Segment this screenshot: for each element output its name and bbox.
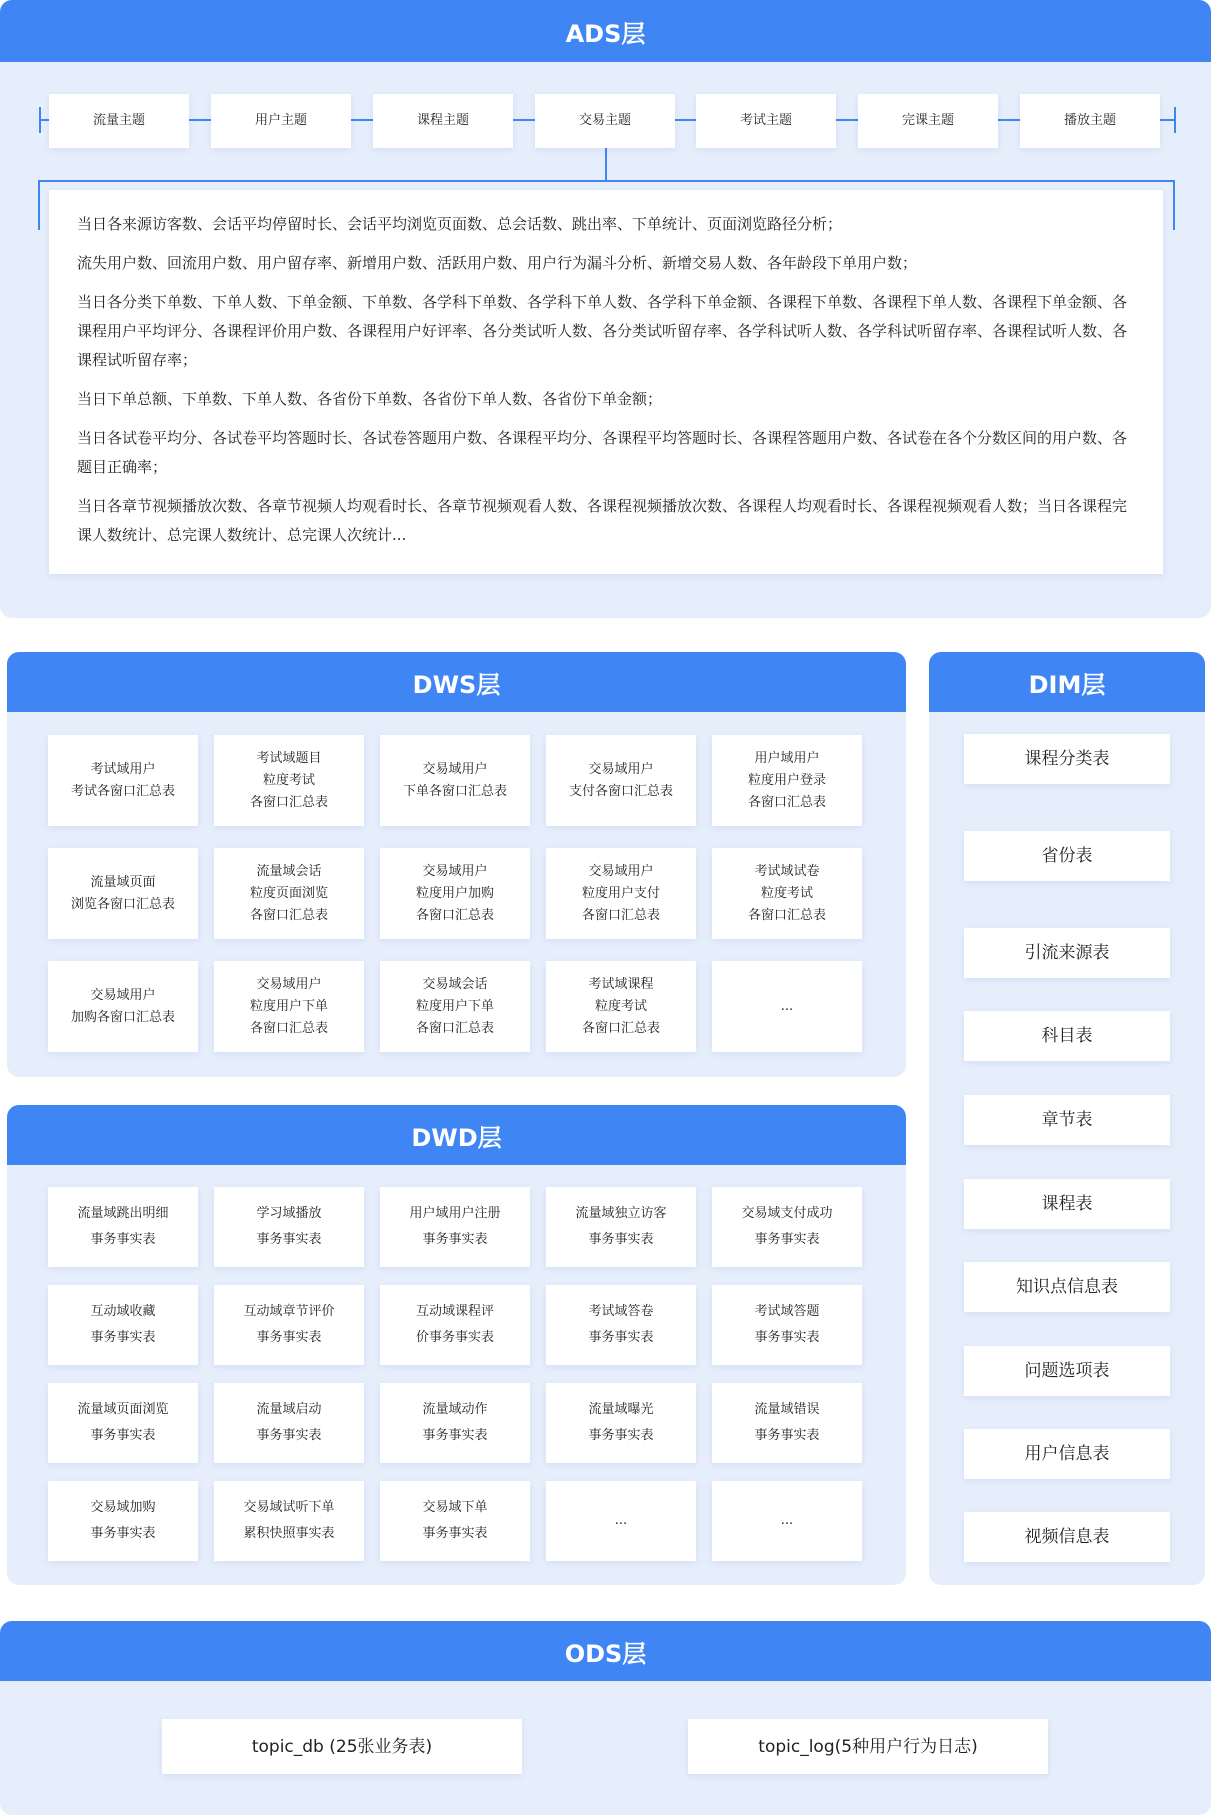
dim-table-card xyxy=(964,1095,1170,1145)
dim-table-label: 用户信息表 xyxy=(1024,1444,1110,1464)
dws-card-line: 粒度页面浏览 xyxy=(249,885,328,901)
dwd-card-line: 流量域曝光 xyxy=(588,1402,654,1417)
dws-card xyxy=(546,961,696,1052)
ads-metric-line: 流失用户数、回流用户数、用户留存率、新增用户数、活跃用户数、用户行为漏斗分析、新增交易人数、各年龄段下单用户数； xyxy=(77,254,918,272)
dws-card-line: 各窗口汇总表 xyxy=(581,1020,660,1036)
dws-card-line: 交易域用户 xyxy=(422,863,488,879)
dws-card-line: 考试域课程 xyxy=(588,976,654,992)
dws-card-line: 流量域会话 xyxy=(256,863,322,879)
dws-card-line: 考试域用户 xyxy=(90,761,156,777)
dwd-card-line: 流量域页面浏览 xyxy=(77,1402,169,1417)
dim-table-card xyxy=(964,1429,1170,1479)
dim-table-label: 省份表 xyxy=(1041,846,1093,866)
dwd-card-line: 流量域跳出明细 xyxy=(77,1206,169,1221)
dwd-card-line: 交易域试听下单 xyxy=(243,1500,335,1515)
dwd-card-line: 事务事实表 xyxy=(90,1330,156,1345)
dws-card-line: 粒度考试 xyxy=(760,885,813,901)
dim-title: DIM层 xyxy=(1028,670,1106,699)
dwd-card xyxy=(546,1481,696,1561)
dws-card xyxy=(712,735,862,826)
dwd-card xyxy=(48,1481,198,1561)
dws-card-line: 流量域页面 xyxy=(90,874,156,890)
ads-metric-line: 当日各分类下单数、下单人数、下单金额、下单数、各学科下单数、各学科下单人数、各学科下单金额、各课程下单数、各课程下单人数、各课程下单金额、各课程用户平均评分、各课程评价用户数、各课程用户好评率、各分类试听人数、各分类试听留存率、各学科试听人数、各学科试听留存率、各课程试听人数、各课程试听留存率； xyxy=(77,293,1128,369)
dwd-card-line: ... xyxy=(780,1513,794,1528)
dws-card-line: 考试各窗口汇总表 xyxy=(70,783,175,799)
dws-card-line: 支付各窗口汇总表 xyxy=(568,783,673,799)
dwd-card xyxy=(48,1383,198,1463)
dim-table-card xyxy=(964,1512,1170,1562)
dws-card-line: 交易域会话 xyxy=(422,976,488,992)
dim-table-card xyxy=(964,1179,1170,1229)
dws-card-line: 考试域题目 xyxy=(256,750,322,766)
dws-card xyxy=(380,848,530,939)
dim-table-label: 章节表 xyxy=(1041,1110,1093,1130)
ads-metrics-box xyxy=(49,190,1163,574)
dws-card-line: 粒度用户登录 xyxy=(747,772,826,788)
dws-card-line: 各窗口汇总表 xyxy=(249,794,328,810)
dwd-card-line: 流量域错误 xyxy=(754,1402,820,1417)
dws-card-line: 粒度用户支付 xyxy=(581,885,660,901)
dwd-card-line: 考试域答卷 xyxy=(588,1304,654,1319)
dim-table-card xyxy=(964,831,1170,881)
dim-table-label: 课程表 xyxy=(1041,1194,1093,1214)
dws-card-line: 交易域用户 xyxy=(90,987,156,1003)
dwd-card-line: 事务事实表 xyxy=(588,1330,654,1345)
dwd-card-line: 累积快照事实表 xyxy=(243,1526,335,1541)
dws-card-line: 各窗口汇总表 xyxy=(747,907,826,923)
dwd-card-line: 事务事实表 xyxy=(422,1428,488,1443)
dws-card xyxy=(712,848,862,939)
dwd-card-line: 事务事实表 xyxy=(588,1428,654,1443)
dws-card-line: 各窗口汇总表 xyxy=(415,907,494,923)
dwd-title: DWD层 xyxy=(411,1123,502,1152)
dws-card xyxy=(214,961,364,1052)
ads-topic-course: 课程主题 xyxy=(373,94,513,148)
dim-table-card xyxy=(964,1262,1170,1312)
dim-table-card xyxy=(964,928,1170,978)
dwd-card xyxy=(546,1383,696,1463)
dws-card xyxy=(712,961,862,1052)
dim-table-label: 视频信息表 xyxy=(1024,1527,1110,1547)
ads-bracket-stem xyxy=(605,146,607,181)
dws-card xyxy=(214,735,364,826)
dws-card-line: 用户域用户 xyxy=(754,750,820,766)
dwd-card-line: 事务事实表 xyxy=(754,1330,820,1345)
dwd-card xyxy=(546,1285,696,1365)
dwd-card-line: 事务事实表 xyxy=(90,1526,156,1541)
dws-title: DWS层 xyxy=(412,670,501,699)
ads-topic-line-left-cap xyxy=(39,107,41,133)
dwd-card-line: 事务事实表 xyxy=(256,1232,322,1247)
dws-card-line: 交易域用户 xyxy=(588,863,654,879)
dws-card-line: 浏览各窗口汇总表 xyxy=(70,896,175,912)
dws-card-line: 各窗口汇总表 xyxy=(249,1020,328,1036)
dwd-card-line: 流量域启动 xyxy=(256,1402,322,1417)
dwd-header xyxy=(7,1105,906,1165)
dwd-card-line: 交易域下单 xyxy=(422,1500,488,1515)
ads-metric-line: 当日各来源访客数、会话平均停留时长、会话平均浏览页面数、总会话数、跳出率、下单统计、页面浏览路径分析； xyxy=(77,215,843,233)
dwd-card-line: 价事务事实表 xyxy=(415,1330,494,1345)
ads-title: ADS层 xyxy=(565,19,646,48)
dwd-card-line: 互动域课程评 xyxy=(415,1304,494,1319)
dwd-card-line: 学习域播放 xyxy=(256,1206,322,1221)
dwd-card xyxy=(380,1285,530,1365)
dws-card-line: 考试域试卷 xyxy=(754,863,820,879)
dwd-card xyxy=(48,1187,198,1267)
dws-card-line: 各窗口汇总表 xyxy=(581,907,660,923)
dim-table-label: 科目表 xyxy=(1041,1026,1093,1046)
dwd-card-line: 考试域答题 xyxy=(754,1304,820,1319)
dws-card xyxy=(48,735,198,826)
ads-topic-line-right-cap xyxy=(1174,107,1176,133)
ads-header xyxy=(0,0,1211,62)
dwd-card xyxy=(546,1187,696,1267)
dwd-card-line: 互动域章节评价 xyxy=(243,1304,335,1319)
dws-card xyxy=(380,961,530,1052)
dwd-card xyxy=(712,1383,862,1463)
dwd-card-line: 事务事实表 xyxy=(422,1232,488,1247)
dws-card-line: 各窗口汇总表 xyxy=(249,907,328,923)
ods-header xyxy=(0,1621,1211,1681)
dwd-card-line: 事务事实表 xyxy=(256,1428,322,1443)
dwd-card-line: 交易域支付成功 xyxy=(741,1206,833,1221)
dwd-card xyxy=(712,1285,862,1365)
dws-card-line: 各窗口汇总表 xyxy=(415,1020,494,1036)
dwd-card-line: 互动域收藏 xyxy=(90,1304,156,1319)
dwd-card xyxy=(712,1187,862,1267)
dwd-card-line: 流量域动作 xyxy=(422,1402,488,1417)
dws-card-line: 下单各窗口汇总表 xyxy=(402,783,507,799)
dwd-card xyxy=(380,1383,530,1463)
ads-metric-line: 当日各试卷平均分、各试卷平均答题时长、各试卷答题用户数、各课程平均分、各课程平均答题时长、各课程答题用户数、各试卷在各个分数区间的用户数、各题目正确率； xyxy=(77,429,1128,476)
ods-title: ODS层 xyxy=(564,1639,647,1668)
dim-table-card xyxy=(964,1346,1170,1396)
dwd-card xyxy=(712,1481,862,1561)
dws-card xyxy=(214,848,364,939)
dwd-card-line: 事务事实表 xyxy=(90,1428,156,1443)
dws-card-line: 交易域用户 xyxy=(588,761,654,777)
ads-topic-complete: 完课主题 xyxy=(858,94,998,148)
dwd-card xyxy=(380,1187,530,1267)
dwd-card-line: 事务事实表 xyxy=(754,1232,820,1247)
dim-table-label: 课程分类表 xyxy=(1024,749,1110,769)
dws-card-line: 各窗口汇总表 xyxy=(747,794,826,810)
ads-bracket-right xyxy=(1173,180,1175,230)
dws-card-line: 交易域用户 xyxy=(422,761,488,777)
ads-bracket-left xyxy=(38,180,40,230)
ads-topic-play: 播放主题 xyxy=(1020,94,1160,148)
dws-card-line: 粒度考试 xyxy=(262,772,315,788)
dwd-card-line: 事务事实表 xyxy=(90,1232,156,1247)
dws-card-line: 交易域用户 xyxy=(256,976,322,992)
ods-source-db: topic_db (25张业务表) xyxy=(162,1719,522,1774)
ads-topic-trade: 交易主题 xyxy=(535,94,675,148)
ads-topic-traffic: 流量主题 xyxy=(49,94,189,148)
ads-metric-line: 当日各章节视频播放次数、各章节视频人均观看时长、各章节视频观看人数、各课程视频播放次数、各课程人均观看时长、各课程视频观看人数；当日各课程完课人数统计、总完课人数统计、总完课人次统计... xyxy=(77,497,1128,544)
dws-card-line: 粒度考试 xyxy=(594,998,647,1014)
dim-table-label: 引流来源表 xyxy=(1024,943,1110,963)
dwd-card-line: 事务事实表 xyxy=(754,1428,820,1443)
dws-card-line: 粒度用户加购 xyxy=(415,885,494,901)
dwd-card-line: 事务事实表 xyxy=(256,1330,322,1345)
dws-card xyxy=(546,848,696,939)
ads-topic-exam: 考试主题 xyxy=(696,94,836,148)
dws-card xyxy=(48,848,198,939)
dim-table-card xyxy=(964,1011,1170,1061)
dwd-card xyxy=(214,1481,364,1561)
dwd-card xyxy=(48,1285,198,1365)
ods-source-log: topic_log(5种用户行为日志) xyxy=(688,1719,1048,1774)
dws-card xyxy=(48,961,198,1052)
dwd-card xyxy=(214,1285,364,1365)
dim-table-label: 问题选项表 xyxy=(1024,1361,1110,1381)
dwd-card-line: 用户域用户注册 xyxy=(409,1206,501,1221)
ods-panel xyxy=(0,1621,1211,1815)
dwd-card-line: 事务事实表 xyxy=(588,1232,654,1247)
dwd-card xyxy=(214,1187,364,1267)
dwd-card-line: 事务事实表 xyxy=(422,1526,488,1541)
ads-topic-user: 用户主题 xyxy=(211,94,351,148)
dwd-card xyxy=(380,1481,530,1561)
dws-card xyxy=(546,735,696,826)
dim-header xyxy=(929,652,1205,712)
dws-header xyxy=(7,652,906,712)
ads-metric-line: 当日下单总额、下单数、下单人数、各省份下单数、各省份下单人数、各省份下单金额； xyxy=(77,390,663,408)
dws-card-line: 加购各窗口汇总表 xyxy=(70,1009,175,1025)
dwd-card-line: 交易域加购 xyxy=(90,1500,156,1515)
dim-table-card xyxy=(964,734,1170,784)
dws-card-line: 粒度用户下单 xyxy=(249,998,328,1014)
dim-table-label: 知识点信息表 xyxy=(1016,1277,1118,1297)
dwd-card-line: 流量域独立访客 xyxy=(575,1206,667,1221)
dws-card-line: ... xyxy=(780,998,794,1014)
dwd-card-line: ... xyxy=(614,1513,628,1528)
dws-card-line: 粒度用户下单 xyxy=(415,998,494,1014)
dws-card xyxy=(380,735,530,826)
dwd-card xyxy=(214,1383,364,1463)
